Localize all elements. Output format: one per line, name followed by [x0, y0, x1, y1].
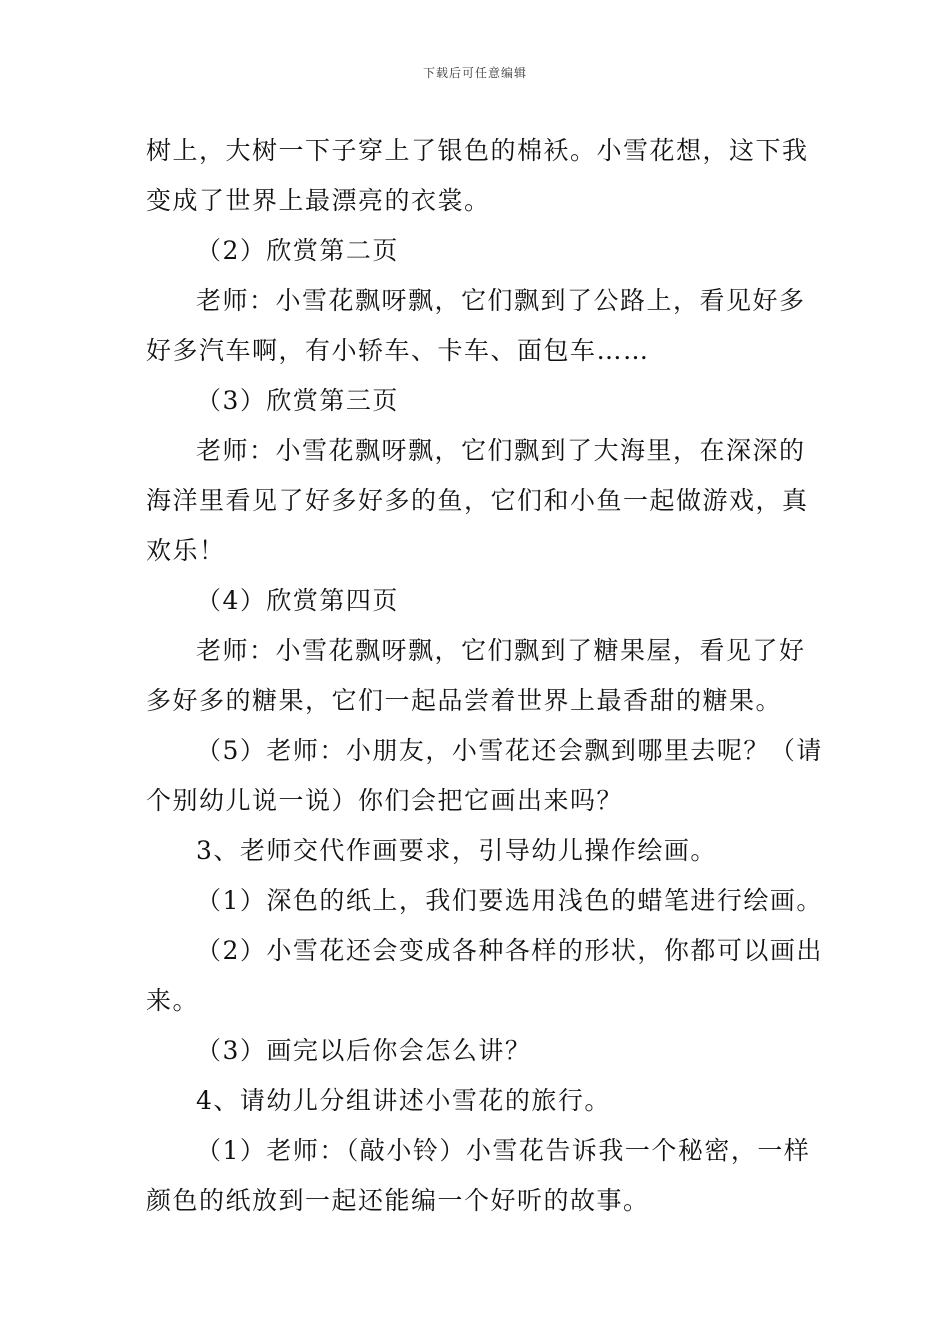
text-line: 颜色的纸放到一起还能编一个好听的故事。 — [146, 1186, 650, 1215]
text-line: 来。 — [146, 986, 200, 1015]
text-line: （1）深色的纸上，我们要选用浅色的蜡笔进行绘画。 — [196, 886, 823, 915]
paragraph — [146, 226, 808, 276]
section-heading: （3）欣赏第三页 — [196, 386, 399, 415]
paragraph — [146, 1126, 811, 1226]
text-line: （2）小雪花还会变成各种各样的形状，你都可以画出 — [196, 936, 823, 965]
step-heading: 3、老师交代作画要求，引导幼儿操作绘画。 — [196, 836, 717, 865]
text-line: 老师：小雪花飘呀飘，它们飘到了公路上，看见好多 — [196, 286, 806, 315]
paragraph — [146, 1076, 808, 1126]
paragraph — [146, 126, 808, 226]
document-body — [146, 126, 823, 1226]
text-line: 老师：小雪花飘呀飘，它们飘到了大海里，在深深的 — [196, 436, 806, 465]
step-heading: 4、请幼儿分组讲述小雪花的旅行。 — [196, 1086, 611, 1115]
paragraph — [146, 1026, 808, 1076]
text-line: 欢乐！ — [146, 536, 226, 565]
text-line: 树上，大树一下子穿上了银色的棉袄。小雪花想，这下我 — [146, 136, 809, 165]
paragraph — [146, 426, 808, 576]
page-header: 下载后可任意编辑 — [422, 66, 527, 80]
paragraph — [146, 876, 823, 926]
paragraph — [146, 276, 808, 376]
text-line: （1）老师：（敲小铃）小雪花告诉我一个秘密，一样 — [196, 1136, 811, 1165]
section-heading: （4）欣赏第四页 — [196, 586, 399, 615]
paragraph — [146, 626, 808, 726]
section-heading: （2）欣赏第二页 — [196, 236, 399, 265]
paragraph — [146, 726, 823, 826]
text-line: 变成了世界上最漂亮的衣裳。 — [146, 186, 491, 215]
text-line: 多好多的糖果，它们一起品尝着世界上最香甜的糖果。 — [146, 686, 783, 715]
text-line: （3）画完以后你会怎么讲？ — [196, 1036, 532, 1065]
text-line: 个别幼儿说一说）你们会把它画出来吗？ — [146, 786, 624, 815]
paragraph — [146, 826, 808, 876]
paragraph — [146, 576, 808, 626]
paragraph — [146, 376, 808, 426]
text-line: （5）老师：小朋友，小雪花还会飘到哪里去呢？（请 — [196, 736, 823, 765]
text-line: 老师：小雪花飘呀飘，它们飘到了糖果屋，看见了好 — [196, 636, 806, 665]
text-line: 海洋里看见了好多好多的鱼，它们和小鱼一起做游戏，真 — [146, 486, 809, 515]
text-line: 好多汽车啊，有小轿车、卡车、面包车…… — [146, 336, 650, 365]
paragraph — [146, 926, 823, 1026]
